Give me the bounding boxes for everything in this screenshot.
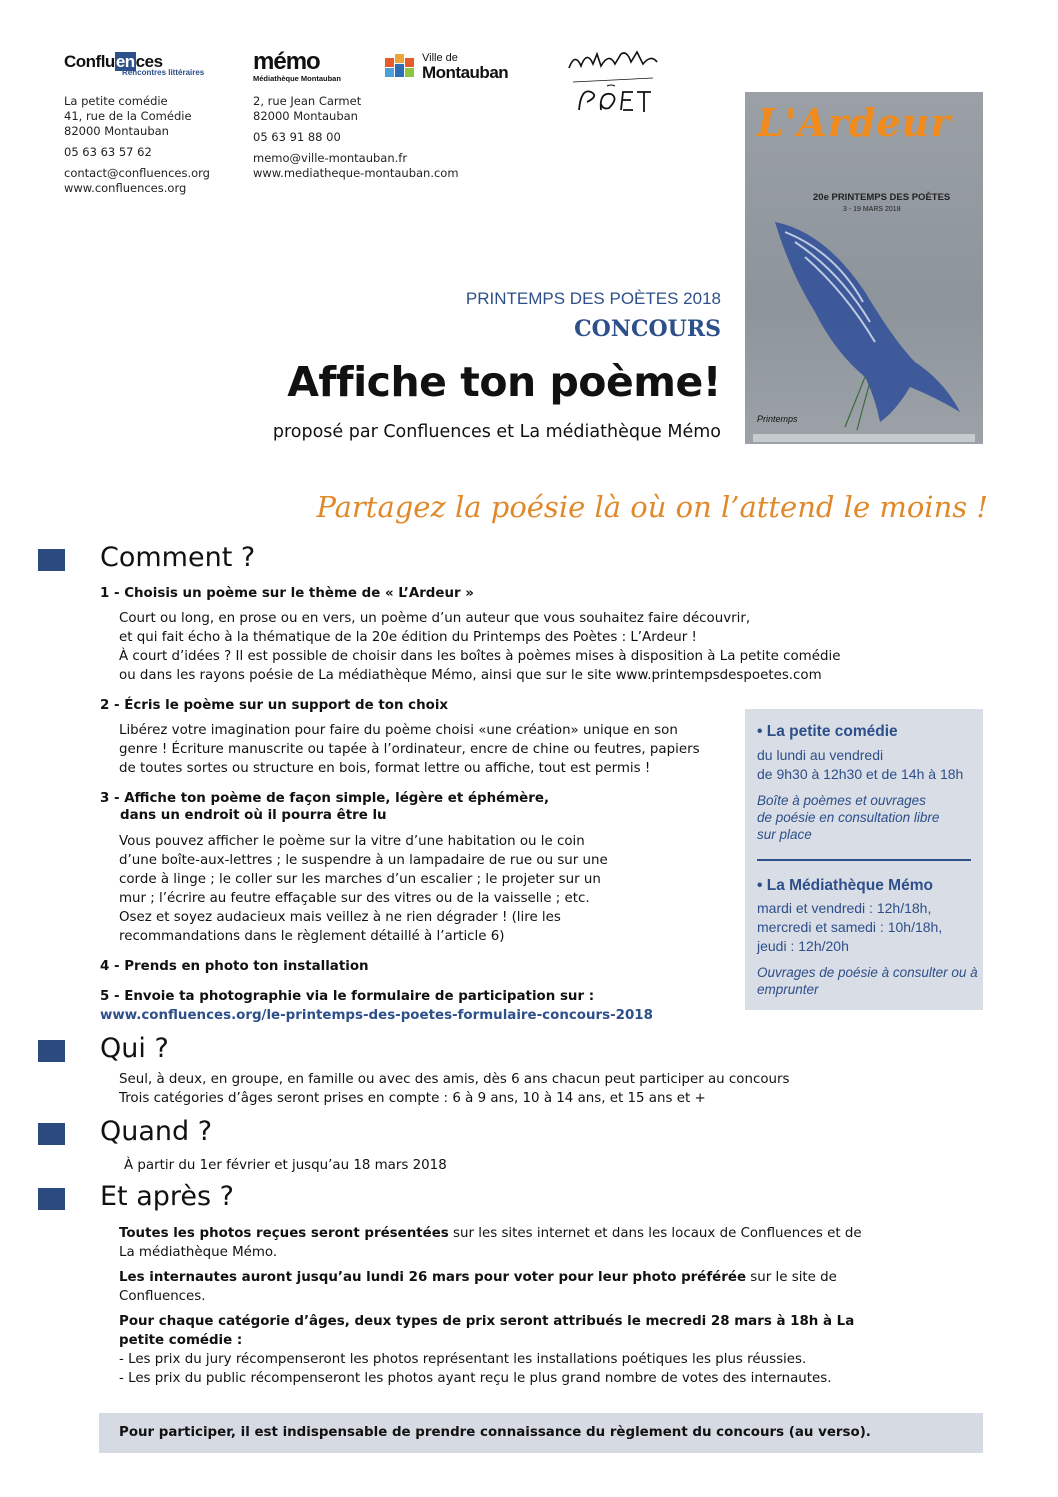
note-line: Boîte à poèmes et ouvrages [757, 793, 926, 808]
address-line: 41, rue de la Comédie [64, 109, 192, 123]
section-bullet-icon [38, 549, 65, 571]
place-mediatheque: • La Médiathèque Mémo [757, 877, 933, 894]
step-5-title: 5 - Envoie ta photographie via le formulaire de participation sur : [100, 989, 595, 1004]
rules-notice-text: Pour participer, il est indispensable de prendre connaissance du règlement du concours (au verso). [119, 1425, 871, 1440]
memo-address [253, 94, 459, 181]
body-line: À court d’idées ? Il est possible de choisir dans les boîtes à poèmes mises à disposition à La petite comédie [119, 649, 841, 664]
hours-line: jeudi : 12h/20h [757, 938, 849, 954]
step-2-body [119, 721, 700, 778]
body-line: recommandations dans le règlement détaillé à l’article 6) [119, 929, 505, 944]
address-line: 82000 Montauban [64, 124, 169, 138]
montauban-label: Montauban [422, 63, 509, 82]
address-line: La petite comédie [64, 94, 168, 108]
memo-logo-sub: Médiathèque Montauban [253, 74, 341, 83]
hours-line: mercredi et samedi : 10h/18h, [757, 919, 943, 935]
event-name: PRINTEMPS DES POÈTES 2018 [465, 289, 721, 308]
note-line: emprunter [757, 982, 819, 997]
bold-text: Les internautes auront jusqu’au lundi 26 mars pour voter pour leur photo préférée [119, 1270, 747, 1285]
place-note [757, 792, 939, 843]
section-heading-qui: Qui ? [100, 1033, 169, 1064]
section-bullet-icon [38, 1040, 65, 1062]
step-1-title: 1 - Choisis un poème sur le thème de « L’Ardeur » [100, 586, 474, 601]
step-title-line: dans un endroit où il pourra être lu [120, 808, 387, 823]
address-line: 2, rue Jean Carmet [253, 94, 362, 108]
body-text: sur le site de [746, 1270, 837, 1285]
body-line: corde à linge ; le coller sur les marches d’un escalier ; le projeter sur un [119, 872, 601, 887]
ardeur-poster-image [745, 92, 983, 444]
poster-title: L'Ardeur [757, 100, 952, 145]
bold-text: Pour chaque catégorie d’âges, deux types de prix seront attribués le mecredi 28 mars à 18h à La [119, 1314, 855, 1329]
body-line: Trois catégories d’âges seront prises en compte : 6 à 9 ans, 10 à 14 ans, et 15 ans et + [119, 1091, 706, 1106]
logo-text: en [115, 52, 135, 71]
svg-text:Printemps: Printemps [757, 414, 798, 424]
step-3-title [100, 790, 549, 824]
step-4-title: 4 - Prends en photo ton installation [100, 959, 369, 974]
step-3-body [119, 832, 608, 946]
confluences-logo-sub: Rencontres littéraires [122, 68, 205, 77]
memo-logo: mémo [253, 48, 320, 75]
section-heading-apres: Et après ? [100, 1181, 235, 1212]
concours-label: CONCOURS [574, 316, 721, 342]
website-link[interactable]: www.mediatheque-montauban.com [253, 166, 459, 180]
step-2-title: 2 - Écris le poème sur un support de ton choix [100, 698, 449, 713]
bold-text: Toutes les photos reçues seront présentées [119, 1226, 449, 1241]
body-text: sur les sites internet et dans les locaux de Confluences et de [448, 1226, 862, 1241]
body-line: Libérez votre imagination pour faire du poème choisi «une création» unique en son [119, 723, 678, 738]
apres-body [119, 1224, 899, 1388]
list-item: - Les prix du public récompenseront les photos ayant reçu le plus grand nombre de votes des internautes. [119, 1371, 832, 1386]
place-hours [757, 899, 942, 956]
body-line: Seul, à deux, en groupe, en famille ou avec des amis, dès 6 ans chacun peut participer au concours [119, 1072, 790, 1087]
rules-notice-bar [99, 1413, 983, 1453]
email-link[interactable]: memo@ville-montauban.fr [253, 151, 408, 165]
body-line: La médiathèque Mémo. [119, 1245, 278, 1260]
section-heading-quand: Quand ? [100, 1116, 213, 1147]
note-line: sur place [757, 827, 812, 842]
page-title: Affiche ton poème! [287, 358, 721, 406]
printemps-des-poetes-logo [565, 48, 660, 116]
opening-hours-box [745, 709, 983, 1010]
step-title-line: 3 - Affiche ton poème de façon simple, légère et éphémère, [100, 791, 550, 806]
logo-text: ces [135, 52, 163, 71]
note-line: de poésie en consultation libre [757, 810, 940, 825]
organizers-line: proposé par Confluences et La médiathèque Mémo [272, 422, 721, 442]
place-petite-comedie: • La petite comédie [757, 723, 898, 740]
email-link[interactable]: contact@confluences.org [64, 166, 210, 180]
montauban-emblem-icon [385, 52, 415, 82]
section-bullet-icon [38, 1188, 65, 1210]
phone-number: 05 63 91 88 00 [253, 130, 341, 144]
poster-dates: 3 - 19 MARS 2018 [843, 206, 901, 213]
body-line: et qui fait écho à la thématique de la 20e édition du Printemps des Poètes : L’Ardeur ! [119, 630, 697, 645]
list-item: - Les prix du jury récompenseront les photos représentant les installations poétiques les plus réussies. [119, 1352, 807, 1367]
body-line: Osez et soyez audacieux mais veillez à ne rien dégrader ! (lire les [119, 910, 561, 925]
body-line: ou dans les rayons poésie de La médiathèque Mémo, ainsi que sur le site www.printempsdespoetes.com [119, 668, 822, 683]
body-line: d’une boîte-aux-lettres ; le suspendre à un lampadaire de rue ou sur une [119, 853, 608, 868]
body-line: de toutes sortes ou structure en bois, format lettre ou affiche, tout est permis ! [119, 761, 651, 776]
body-line: Court ou long, en prose ou en vers, un poème d’un auteur que vous souhaitez faire découvrir, [119, 611, 751, 626]
hours-line: de 9h30 à 12h30 et de 14h à 18h [757, 766, 964, 782]
poster-subtitle: 20e PRINTEMPS DES POÈTES [813, 192, 951, 203]
body-line: Confluences. [119, 1289, 206, 1304]
phone-number: 05 63 63 57 62 [64, 145, 152, 159]
bold-text: petite comédie : [119, 1333, 243, 1348]
step-1-body [119, 609, 840, 685]
body-line: genre ! Écriture manuscrite ou tapée à l’ordinateur, encre de chine ou feutres, papiers [119, 742, 700, 757]
divider [757, 859, 971, 861]
body-line: Vous pouvez afficher le poème sur la vitre d’une habitation ou le coin [119, 834, 585, 849]
note-line: Ouvrages de poésie à consulter ou à [757, 965, 978, 980]
hours-line: mardi et vendredi : 12h/18h, [757, 900, 932, 916]
qui-body [119, 1070, 790, 1108]
address-line: 82000 Montauban [253, 109, 358, 123]
quand-body: À partir du 1er février et jusqu’au 18 mars 2018 [124, 1158, 447, 1173]
ville-de-label: Ville de [422, 52, 458, 64]
bird-illustration-icon [745, 212, 983, 444]
tagline: Partagez la poésie là où on l’attend le moins ! [316, 490, 988, 524]
logo-text: Conflu [64, 52, 115, 71]
body-line: mur ; l’écrire au feutre effaçable sur des vitres ou de la vaisselle ; etc. [119, 891, 590, 906]
confluences-address [64, 94, 210, 196]
participation-form-link[interactable]: www.confluences.org/le-printemps-des-poetes-formulaire-concours-2018 [100, 1008, 653, 1023]
section-heading-comment: Comment ? [100, 542, 256, 573]
hours-line: du lundi au vendredi [757, 747, 884, 763]
place-note [757, 964, 978, 998]
place-hours [757, 746, 963, 784]
website-link[interactable]: www.confluences.org [64, 181, 187, 195]
section-bullet-icon [38, 1123, 65, 1145]
